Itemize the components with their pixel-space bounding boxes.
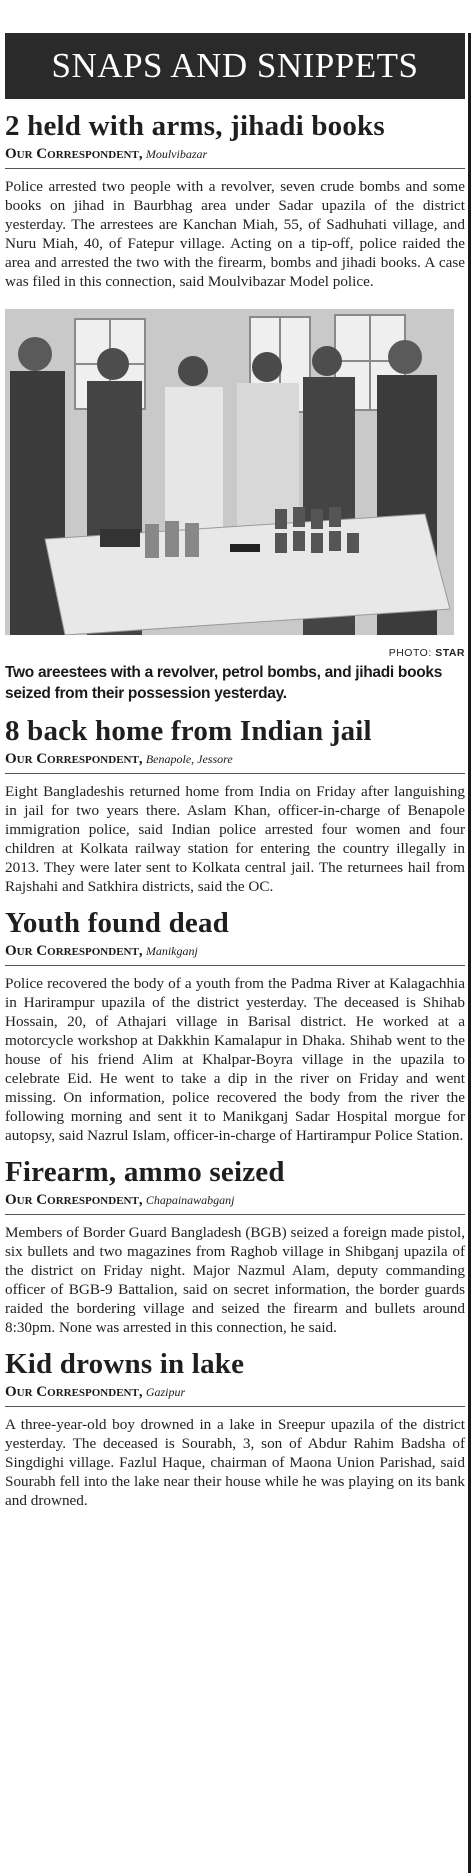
byline-correspondent: Our Correspondent, — [5, 943, 143, 959]
story-body: Eight Bangladeshis returned home from India on Friday after languishing in jail for two years there. Aslam Khan, officer-in-charge of Benapole immigration police, said Indian police arrested four women and four children at Kolkata railway station for entering the country illegally in 2013. They were later sent to Kolkata central jail. The returnees hail from Rajshahi and Satkhira districts, said the OC. — [5, 783, 465, 895]
byline-correspondent: Our Correspondent, — [5, 1192, 143, 1208]
story-headline: 2 held with arms, jihadi books — [5, 110, 385, 142]
story-byline — [5, 1189, 465, 1215]
story-arms-jihadi-books — [5, 109, 465, 291]
section-banner — [5, 33, 465, 99]
story-headline: Youth found dead — [5, 907, 230, 939]
byline-location: Manikganj — [145, 944, 198, 958]
photo-caption: Two areestees with a revolver, petrol bombs, and jihadi books seized from their possession yesterday. — [5, 664, 443, 702]
story-headline: Firearm, ammo seized — [5, 1156, 285, 1188]
news-photo — [5, 309, 454, 635]
story-headline: 8 back home from Indian jail — [5, 715, 372, 747]
byline-location: Moulvibazar — [145, 147, 208, 161]
byline-location: Chapainawabganj — [145, 1193, 235, 1207]
section-title: SNAPS AND SNIPPETS — [51, 46, 419, 85]
photo-illustration — [5, 309, 454, 635]
story-body: Police arrested two people with a revolver, seven crude bombs and some books on jihad in Baurbhag area under Sadar upazila of the district yesterday. The arrestees are Kanchan Miah, 55, of Sadhuhati village, and Nuru Miah, 40, of Fatepur village. Acting on a tip-off, police raided the area and arrested the two with the firearm, bombs and jihadi books. A case was filed in this connection, said Moulvibazar Model police. — [5, 178, 465, 290]
story-indian-jail — [5, 714, 465, 896]
story-kid-drowns — [5, 1347, 465, 1510]
byline-correspondent: Our Correspondent, — [5, 751, 143, 767]
byline-location: Gazipur — [145, 1385, 186, 1399]
story-byline — [5, 143, 465, 169]
photo-credit-source: STAR — [435, 647, 465, 659]
story-byline — [5, 1381, 465, 1407]
newspaper-page — [0, 33, 475, 1873]
story-byline — [5, 940, 465, 966]
byline-correspondent: Our Correspondent, — [5, 146, 143, 162]
story-firearm-ammo — [5, 1155, 465, 1337]
photo-credit-prefix: PHOTO: — [388, 647, 436, 659]
story-body: A three-year-old boy drowned in a lake in Sreepur upazila of the district yesterday. The deceased is Sourabh, 3, son of Abdur Rahim Badsha of Singdighi village. Fazlul Haque, chairman of Maona Union Parishad, said Sourabh fell into the lake near their house while he was playing on its bank and drowned. — [5, 1416, 465, 1509]
story-youth-found-dead — [5, 906, 465, 1145]
story-byline — [5, 748, 465, 774]
story-body: Police recovered the body of a youth from the Padma River at Kalagachhia in Harirampur upazila of the district yesterday. The deceased is Shihab Hossain, 20, of Athajari village in Barisal district. He worked at a motorcycle workshop at Dakkhin Kamalapur in Dhaka. Shihab went to the house of his friend Alim at Khalpar-Boyra village in the upazila to celebrate Eid. He went to take a dip in the river on Friday and went missing. On information, police recovered the body from the river the following morning and sent it to Manikganj Sadar Hospital morgue for autopsy, said Nazrul Islam, officer-in-charge of Hartirampur Police Station. — [5, 975, 465, 1144]
byline-correspondent: Our Correspondent, — [5, 1384, 143, 1400]
byline-location: Benapole, Jessore — [145, 752, 233, 766]
photo-credit — [5, 647, 465, 659]
story-headline: Kid drowns in lake — [5, 1348, 245, 1380]
story-body: Members of Border Guard Bangladesh (BGB) seized a foreign made pistol, six bullets and two magazines from Raghob village in Shibganj upazila of the district on Friday night. Major Nazmul Alam, deputy commanding officer of BGB-9 Battalion, said on secret information, the border guards raided the bordering village and seized the firearm and bullets around 8:30pm. None was arrested in this connection, he said. — [5, 1224, 465, 1336]
